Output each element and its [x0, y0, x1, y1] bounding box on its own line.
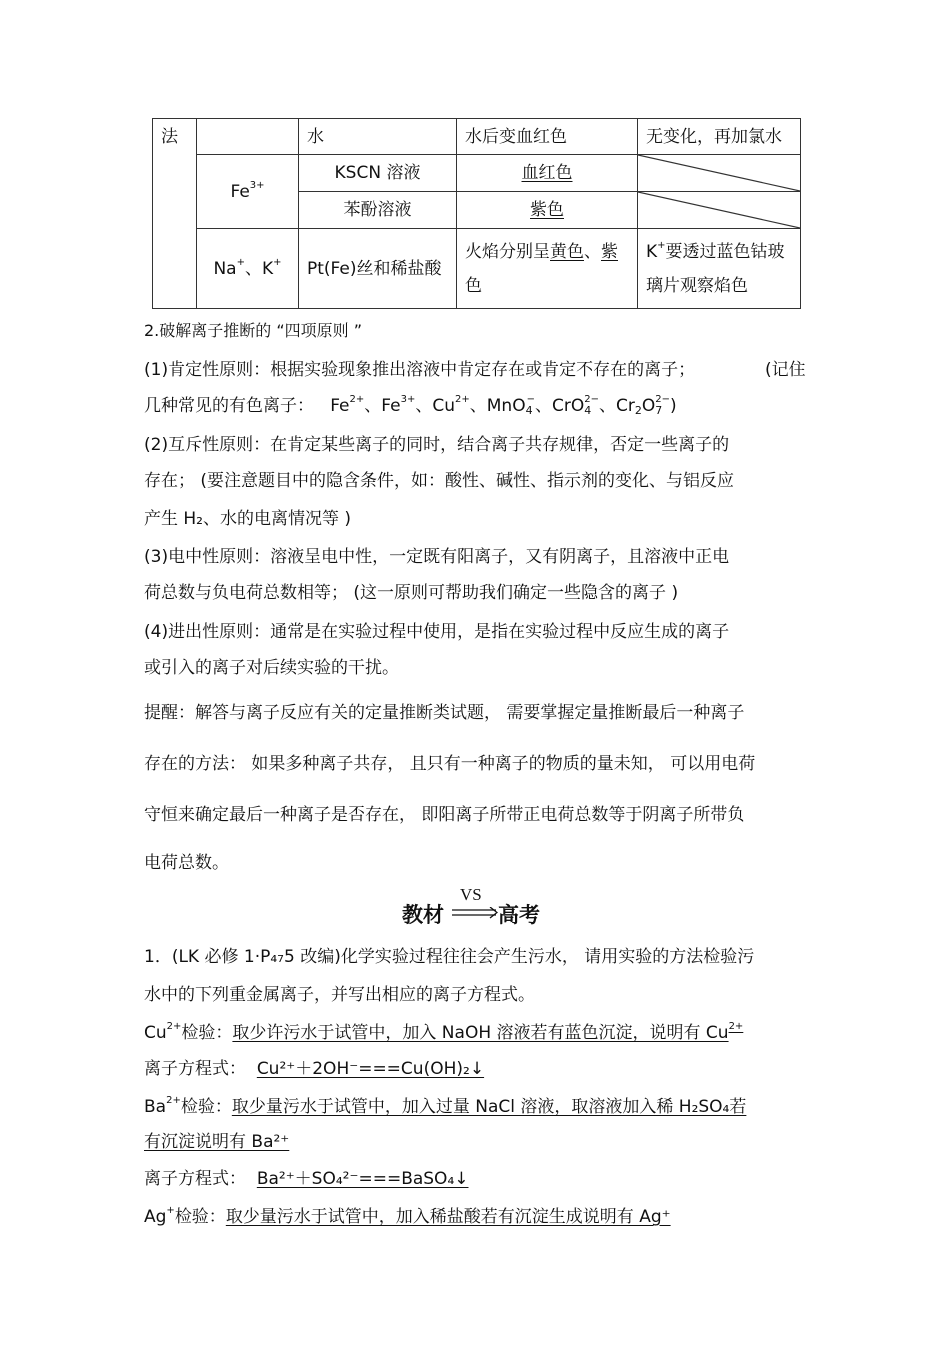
empty-cell [197, 119, 299, 155]
phenol-result-cell: 紫色 [457, 192, 638, 229]
tip-line-1: 提醒：解答与离子反应有关的定量推断类试题， 需要掌握定量推断最后一种离子 [144, 703, 745, 723]
method-label: 法 [161, 127, 178, 147]
rule-2-line-2: 存在； (要注意题目中的隐含条件，如：酸性、碱性、指示剂的变化、与铝反应 [144, 471, 735, 491]
tip-line-3: 守恒来确定最后一种离子是否存在， 即阳离子所带正电荷总数等于阴离子所带负 [144, 805, 745, 825]
rule-1-line-1: (1)肯定性原则：根据实验现象推出溶液中肯定存在或肯定不存在的离子； [144, 360, 696, 380]
diagonal-empty-cell [638, 155, 801, 192]
banner-right: 高考 [498, 903, 540, 927]
ba-test-line-2: 有沉淀说明有 Ba²⁺ [144, 1132, 290, 1152]
method-column-cell [153, 119, 197, 309]
section-heading: 2.破解离子推断的 “四项原则 ” [144, 321, 363, 340]
textbook-vs-exam-banner [402, 885, 552, 930]
rule-3-line-2: 荷总数与负电荷总数相等； (这一原则可帮助我们确定一些隐含的离子 ) [144, 583, 679, 603]
reagent-cell: 水 [299, 119, 457, 155]
tip-line-4: 电荷总数。 [144, 853, 229, 873]
flame-reagent-cell: Pt(Fe)丝和稀盐酸 [299, 229, 457, 309]
banner-vs: VS [460, 885, 482, 904]
rule-4-line-1: (4)进出性原则：通常是在实验过程中使用，是指在实验过程中反应生成的离子 [144, 622, 730, 642]
rule-4-line-2: 或引入的离子对后续实验的干扰。 [144, 658, 399, 678]
rule-2-line-1: (2)互斥性原则：在肯定某些离子的同时，结合离子共存规律，否定一些离子的 [144, 435, 730, 455]
cu-test-line: $Cu^{2+}$检验：取少许污水于试管中，加入 NaOH 溶液若有蓝色沉淀，说明有 $Cu^{2+}$ [144, 1021, 744, 1043]
rule-1-note: (记住 [765, 360, 806, 380]
diagonal-empty-cell [638, 192, 801, 229]
banner-left: 教材 [402, 903, 444, 927]
ba-equation-line: 离子方程式： Ba²⁺＋SO₄²⁻===BaSO₄↓ [144, 1169, 469, 1189]
rule-3-line-1: (3)电中性原则：溶液呈电中性，一定既有阳离子，又有阴离子，且溶液中正电 [144, 547, 730, 567]
kscn-reagent-cell: KSCN 溶液 [299, 155, 457, 192]
question-1-line-2: 水中的下列重金属离子，并写出相应的离子方程式。 [144, 985, 535, 1005]
phenol-reagent-cell: 苯酚溶液 [299, 192, 457, 229]
phenomenon-cell: 水后变血红色 [457, 119, 638, 155]
flame-note-cell: K+要透过蓝色钴玻璃片观察焰色 [638, 229, 801, 309]
rule-1-line-2: 几种常见的有色离子： $Fe^{2+}$、$Fe^{3+}$、$Cu^{2+}$、MnO$_4$−、CrO$_4^{2-}$、$Cr_2O_7^{2-}$) [144, 394, 677, 417]
tip-line-2: 存在的方法： 如果多种离子共存， 且只有一种离子的物质的量未知， 可以用电荷 [144, 754, 756, 774]
fe3-ion-cell: $Fe^{3+}$ [197, 155, 299, 229]
cu-equation-line: 离子方程式： Cu²⁺＋2OH⁻===Cu(OH)₂↓ [144, 1059, 485, 1079]
rule-2-line-3: 产生 H₂、水的电离情况等 ) [144, 509, 352, 529]
ion-test-table [152, 118, 801, 309]
note-cell: 无变化，再加氯水 [638, 119, 801, 155]
ag-test-line: Ag+检验：取少量污水于试管中，加入稀盐酸若有沉淀生成说明有 Ag⁺ [144, 1205, 671, 1227]
flame-result-cell: 火焰分别呈黄色、紫色 [457, 229, 638, 309]
kscn-result-cell: 血红色 [457, 155, 638, 192]
ba-test-line: $Ba^{2+}$检验：取少量污水于试管中，加入过量 NaCl 溶液，取溶液加入稀 H₂SO₄若 [144, 1095, 747, 1117]
question-1-line-1: 1．(LK 必修 1·P₄₇5 改编)化学实验过程往往会产生污水， 请用实验的方法检验污 [144, 947, 755, 967]
na-k-ion-cell: Na+、K+ [197, 229, 299, 309]
double-arrow-icon [452, 907, 498, 919]
